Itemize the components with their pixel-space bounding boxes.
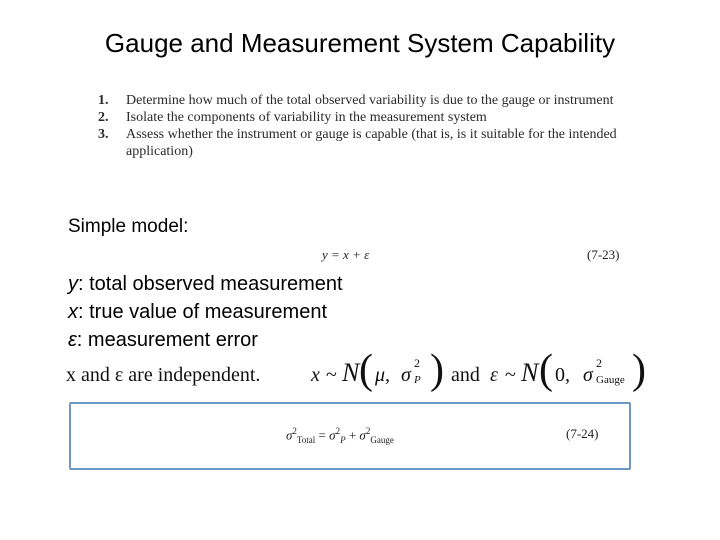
square-superscript: 2 <box>414 356 420 370</box>
step-number: 2. <box>98 110 109 125</box>
open-paren: ( <box>359 347 373 393</box>
square-superscript: 2 <box>335 426 341 436</box>
close-paren-2: ) <box>632 347 646 393</box>
definition-list <box>68 270 343 354</box>
total-subscript: Total <box>296 434 316 445</box>
sigma-symbol: σ <box>401 364 411 386</box>
definition-text: : measurement error <box>76 329 258 351</box>
variance-equation <box>286 426 394 445</box>
sigma-symbol-2: σ <box>583 364 593 386</box>
definition-symbol: y <box>68 273 78 295</box>
plus-sign: + <box>345 427 360 443</box>
sigma-p-symbol: σ <box>329 427 336 443</box>
and-word: and <box>451 364 480 386</box>
normal-symbol: N <box>342 358 360 387</box>
step-text: Isolate the components of variability in the measurement system <box>126 110 487 125</box>
gauge-subscript: Gauge <box>596 374 625 386</box>
tilde-symbol: ~ <box>326 364 337 386</box>
gauge-subscript: Gauge <box>370 434 394 445</box>
slide-title: Gauge and Measurement System Capability <box>104 28 616 58</box>
close-paren: ) <box>430 347 444 393</box>
square-superscript: 2 <box>292 426 297 436</box>
sigma-total-symbol: σ <box>286 427 293 443</box>
equation-number: (7-23) <box>587 247 620 262</box>
open-paren-2: ( <box>539 347 553 393</box>
step-number: 1. <box>98 93 109 108</box>
x-symbol: x <box>311 364 320 386</box>
zero-value: 0, <box>555 364 570 386</box>
sigma-gauge <box>583 356 625 387</box>
definition-text: : total observed measurement <box>78 273 343 295</box>
sigma-p <box>401 356 421 387</box>
definition-symbol: x <box>68 301 78 323</box>
model-label: Simple model: <box>68 216 189 237</box>
p-subscript: P <box>340 434 346 445</box>
square-superscript: 2 <box>365 426 371 436</box>
step-item <box>96 109 636 126</box>
independence-lead: x and ε are independent. <box>66 364 261 386</box>
model-equation: y = x + ε <box>322 247 370 262</box>
definition-item <box>68 298 343 326</box>
step-item <box>96 126 636 160</box>
p-subscript: P <box>414 374 421 386</box>
equation-number: (7-24) <box>566 426 599 441</box>
definition-text: : true value of measurement <box>78 301 328 323</box>
tilde-symbol-2: ~ <box>505 364 516 386</box>
step-text: Assess whether the instrument or gauge is capable (that is, is it suitable for the intended application) <box>126 127 617 159</box>
definition-symbol: ε <box>68 329 77 351</box>
normal-symbol-2: N <box>521 358 539 387</box>
definition-item <box>68 326 343 354</box>
definition-item <box>68 270 343 298</box>
step-list <box>96 92 636 160</box>
step-number: 3. <box>98 127 109 142</box>
mu-symbol: μ, <box>375 364 391 386</box>
square-superscript-2: 2 <box>596 356 602 370</box>
sigma-gauge-symbol: σ <box>359 427 366 443</box>
variance-equation-box <box>69 402 631 470</box>
step-item <box>96 92 636 109</box>
equals-sign: = <box>315 427 330 443</box>
step-text: Determine how much of the total observed variability is due to the gauge or instrument <box>126 93 614 108</box>
epsilon-symbol: ε <box>490 364 498 386</box>
independence-statement <box>66 347 666 398</box>
